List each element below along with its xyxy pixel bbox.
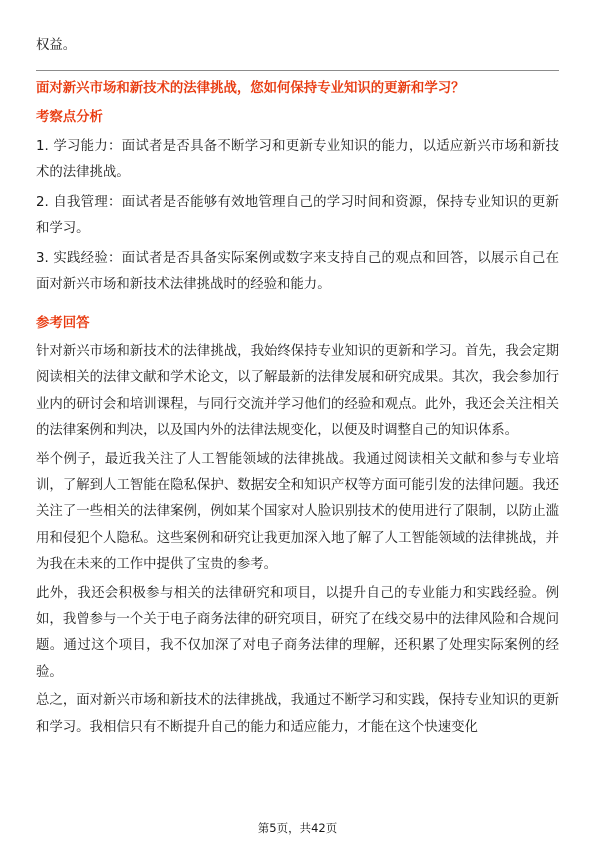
page-number: 第5页，共42页 — [257, 821, 338, 835]
analysis-item: 2. 自我管理：面试者是否能够有效地管理自己的学习时间和资源，保持专业知识的更新和学习。 — [36, 195, 559, 236]
carryover-text: 权益。 — [36, 38, 77, 53]
answer-paragraph: 针对新兴市场和新技术的法律挑战，我始终保持专业知识的更新和学习。首先，我会定期阅读相关的法律文献和学术论文，以了解最新的法律发展和研究成果。其次，我会参加行业内的研讨会和培训课程，与同行交流并学习他们的经验和观点。此外，我还会关注相关的法律案例和判决，以及国内外的法律法规变化，以便及时调整自己的知识体系。 — [36, 344, 559, 439]
answer-paragraph: 此外，我还会积极参与相关的法律研究和项目，以提升自己的专业能力和实践经验。例如，我曾参与一个关于电子商务法律的研究项目，研究了在线交易中的法律风险和合规问题。通过这个项目，我不仅加深了对电子商务法律的理解，还积累了处理实际案例的经验。 — [36, 585, 559, 680]
analysis-item: 3. 实践经验：面试者是否具备实际案例或数字来支持自己的观点和回答，以展示自己在面对新兴市场和新技术法律挑战时的经验和能力。 — [36, 251, 559, 292]
answer-paragraph: 总之，面对新兴市场和新技术的法律挑战，我通过不断学习和实践，保持专业知识的更新和学习。我相信只有不断提升自己的能力和适应能力，才能在这个快速变化 — [36, 693, 559, 735]
answer-paragraph: 举个例子，最近我关注了人工智能领域的法律挑战。我通过阅读相关文献和参与专业培训，了解到人工智能在隐私保护、数据安全和知识产权等方面可能引发的法律问题。我还关注了一些相关的法律案例，例如某个国家对人脸识别技术的使用进行了限制，以防止滥用和侵犯个人隐私。这些案例和研究让我更加深入地了解了人工智能领域的法律挑战，并为我在未来的工作中提供了宝贵的参考。 — [36, 451, 559, 573]
answer-body — [36, 339, 559, 743]
analysis-list — [36, 134, 559, 302]
question-title: 面对新兴市场和新技术的法律挑战，您如何保持专业知识的更新和学习？ — [36, 81, 465, 96]
section-divider — [36, 70, 559, 71]
analysis-item: 1. 学习能力：面试者是否具备不断学习和更新专业知识的能力，以适应新兴市场和新技术的法律挑战。 — [36, 139, 559, 180]
analysis-heading: 考察点分析 — [36, 110, 103, 125]
answer-heading: 参考回答 — [36, 316, 90, 331]
